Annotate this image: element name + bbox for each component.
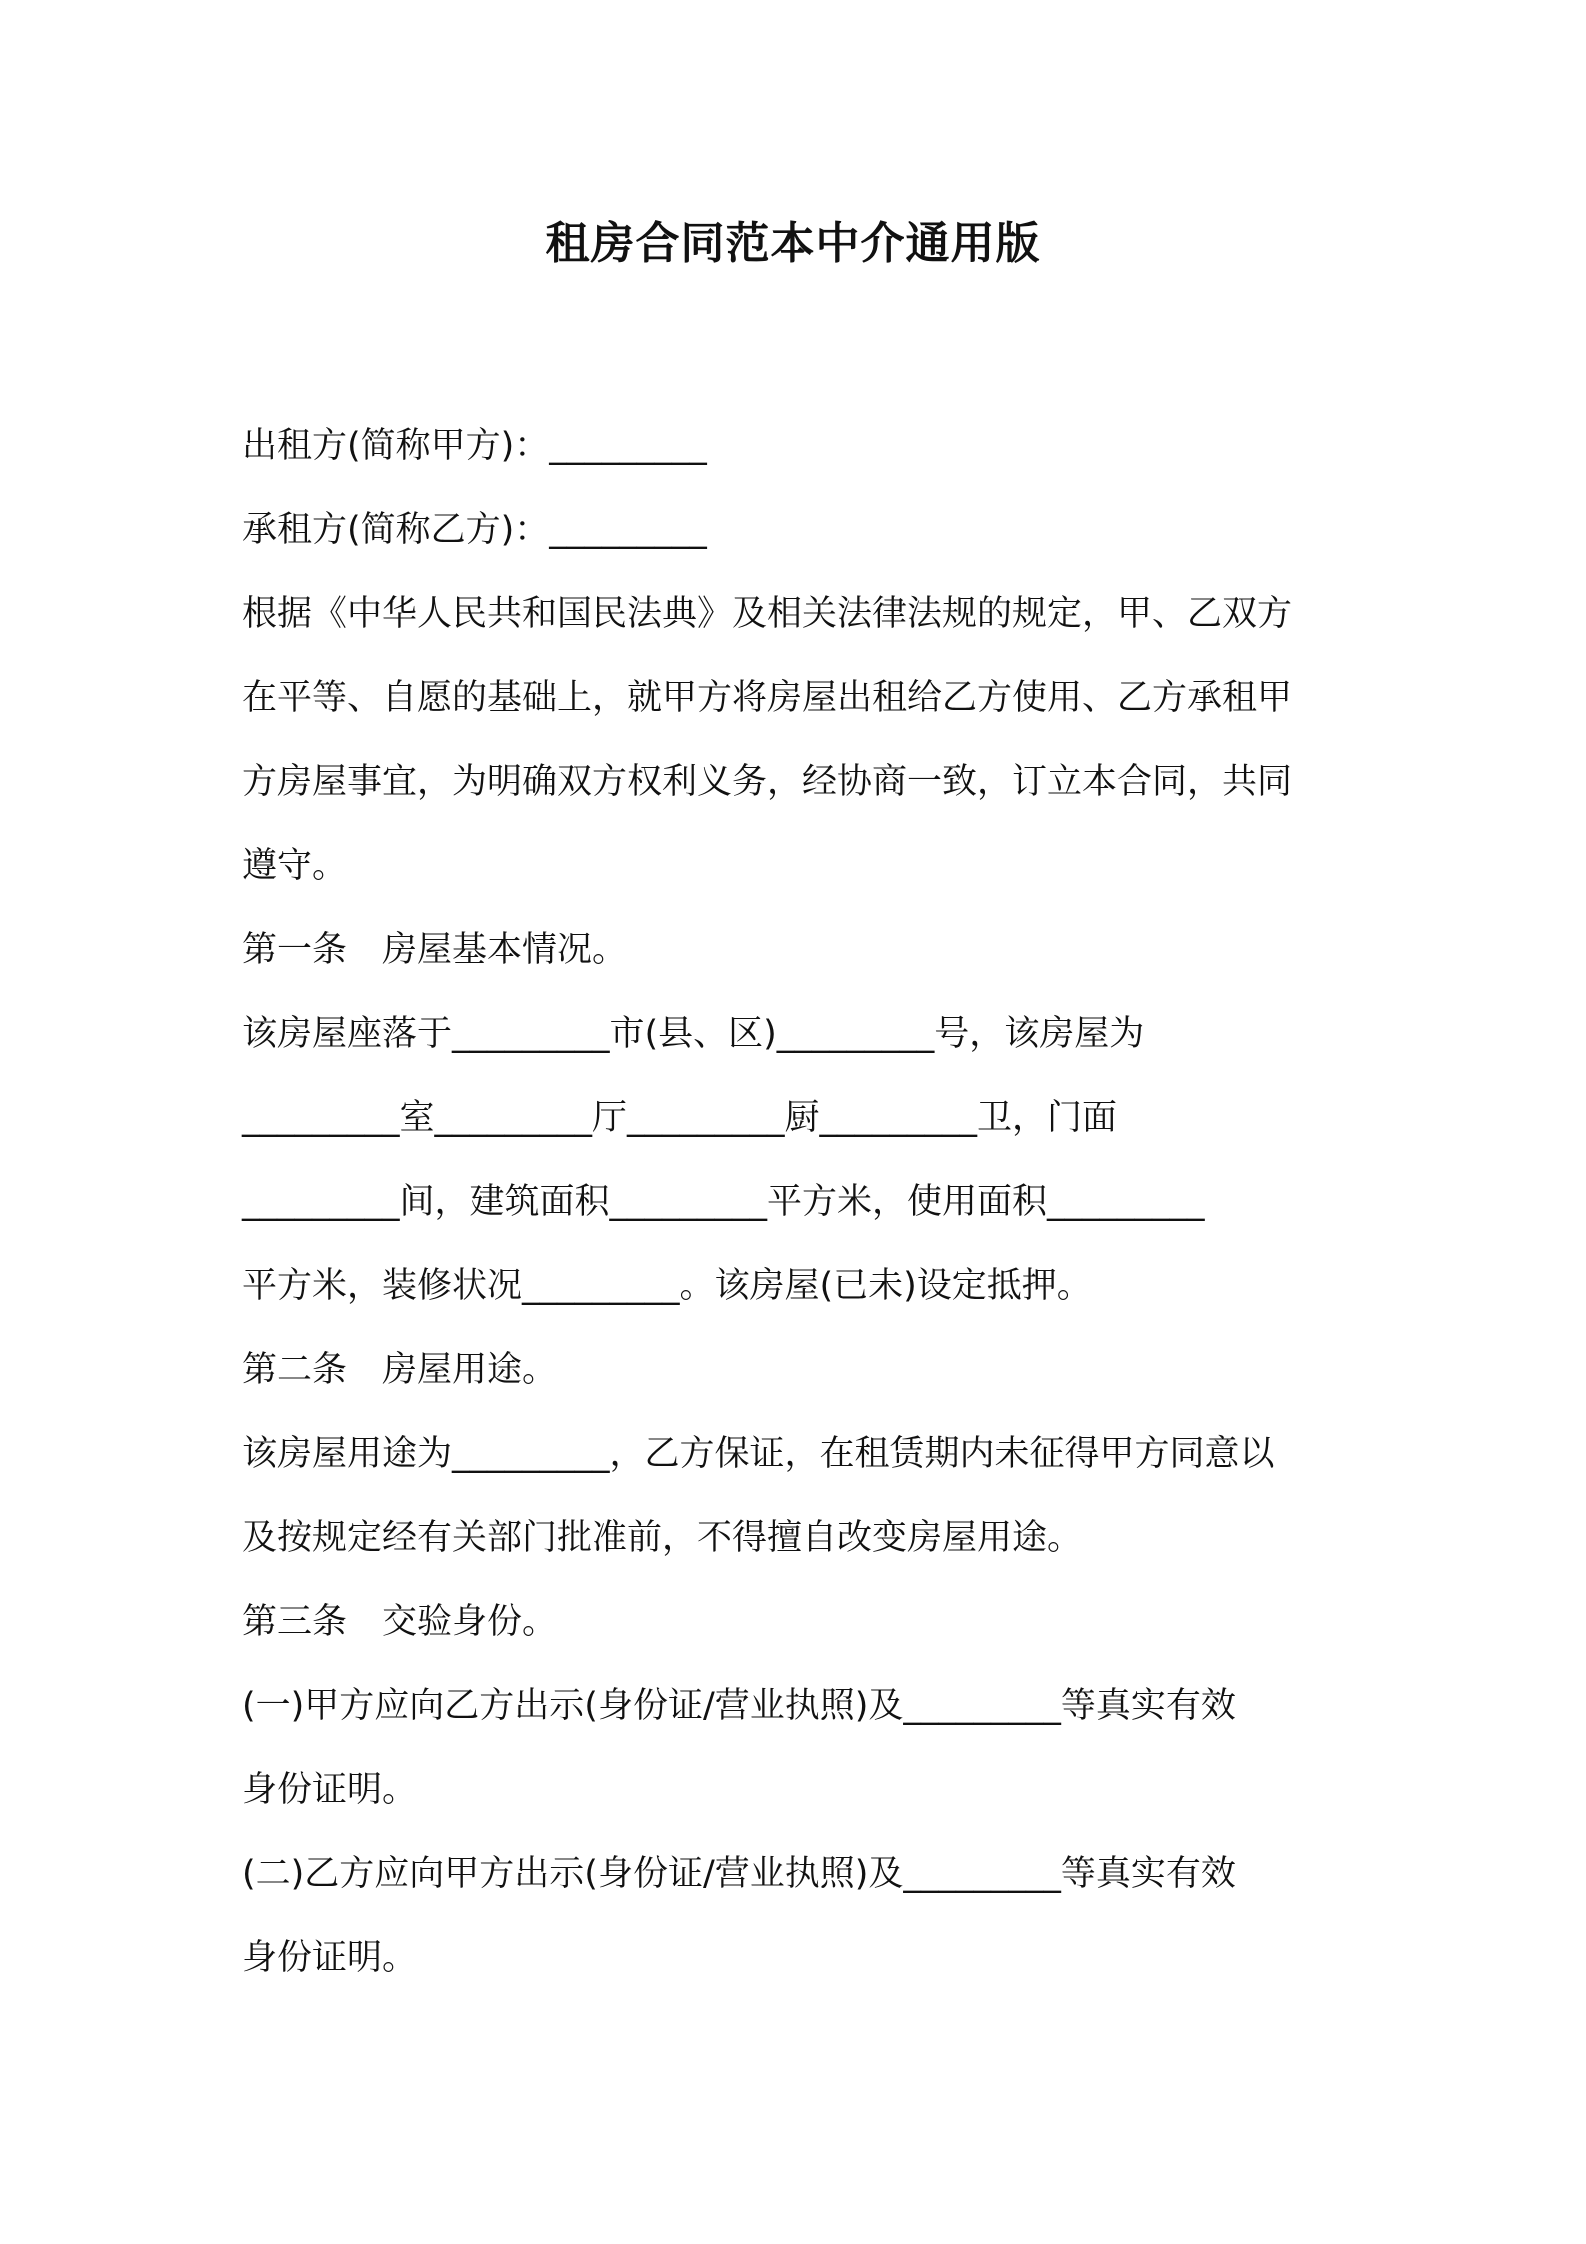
article-3-heading: 第三条 交验身份。 xyxy=(242,1602,558,1642)
article-1-heading: 第一条 房屋基本情况。 xyxy=(242,930,628,970)
article-2-line-1: 该房屋用途为_________，乙方保证，在租赁期内未征得甲方同意以 xyxy=(242,1434,1275,1474)
article-3-item-1-line-2: 身份证明。 xyxy=(242,1770,418,1810)
preamble-line-4: 遵守。 xyxy=(242,846,348,886)
article-3-item-2-line-2: 身份证明。 xyxy=(242,1938,418,1978)
article-1-line-2: _________室_________厅_________厨_________卫，门面 xyxy=(242,1098,1118,1138)
article-3-item-2-line-1: (二)乙方应向甲方出示(身份证/营业执照)及_________等真实有效 xyxy=(242,1854,1236,1894)
lessee-line: 承租方(简称乙方)：_________ xyxy=(242,510,707,550)
document-body xyxy=(242,404,1362,2000)
article-2-heading: 第二条 房屋用途。 xyxy=(242,1350,558,1390)
preamble-line-1: 根据《中华人民共和国民法典》及相关法律法规的规定，甲、乙双方 xyxy=(242,594,1293,634)
document-title: 租房合同范本中介通用版 xyxy=(545,218,1041,269)
preamble-line-2: 在平等、自愿的基础上，就甲方将房屋出租给乙方使用、乙方承租甲 xyxy=(242,678,1293,718)
lessor-line: 出租方(简称甲方)：_________ xyxy=(242,426,707,466)
article-1-line-3: _________间，建筑面积_________平方米，使用面积_________ xyxy=(242,1182,1205,1222)
article-1-line-4: 平方米，装修状况_________。该房屋(已未)设定抵押。 xyxy=(242,1266,1092,1306)
article-3-item-1-line-1: (一)甲方应向乙方出示(身份证/营业执照)及_________等真实有效 xyxy=(242,1686,1236,1726)
article-2-line-2: 及按规定经有关部门批准前，不得擅自改变房屋用途。 xyxy=(242,1518,1083,1558)
preamble-line-3: 方房屋事宜，为明确双方权利义务，经协商一致，订立本合同，共同 xyxy=(242,762,1293,802)
article-1-line-1: 该房屋座落于_________市(县、区)_________号，该房屋为 xyxy=(242,1014,1145,1054)
